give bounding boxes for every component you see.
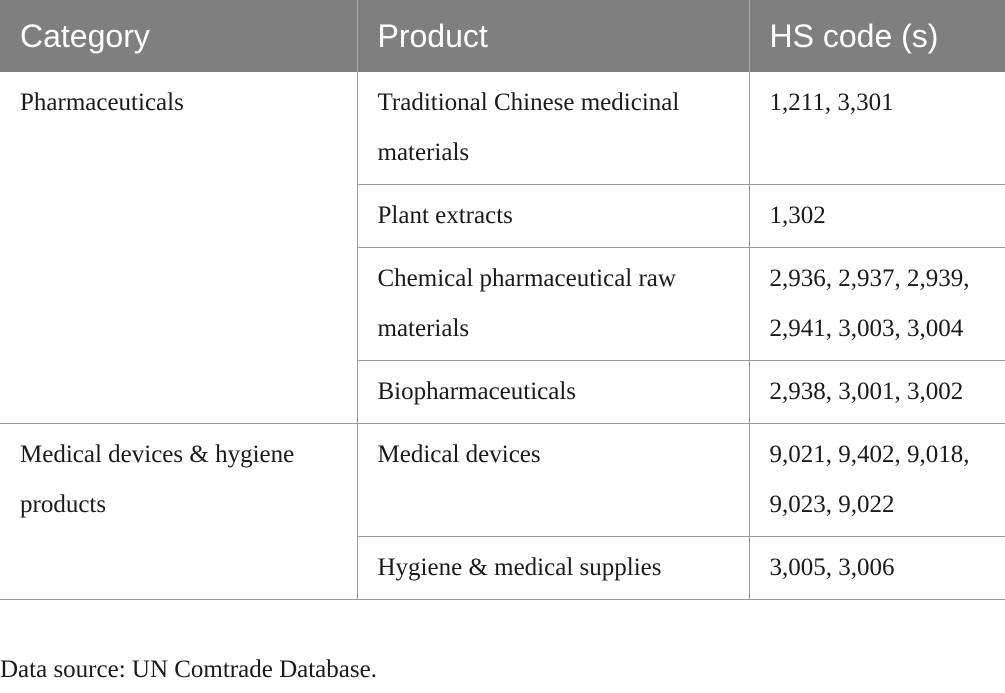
table-body xyxy=(0,72,1005,600)
hs-code-cell: 2,938, 3,001, 3,002 xyxy=(749,361,1005,424)
hs-code-cell: 3,005, 3,006 xyxy=(749,537,1005,600)
table-row xyxy=(0,72,1005,185)
header-row xyxy=(0,0,1005,72)
category-cell: Pharmaceuticals xyxy=(0,72,357,424)
category-cell: Medical devices & hygiene products xyxy=(0,424,357,600)
hs-code-cell: 1,302 xyxy=(749,185,1005,248)
product-cell: Biopharmaceuticals xyxy=(357,361,749,424)
product-cell: Hygiene & medical supplies xyxy=(357,537,749,600)
header-hs-code: HS code (s) xyxy=(749,0,1005,72)
product-cell: Traditional Chinese medicinal materials xyxy=(357,72,749,185)
hs-code-cell: 2,936, 2,937, 2,939, 2,941, 3,003, 3,004 xyxy=(749,248,1005,361)
product-cell: Plant extracts xyxy=(357,185,749,248)
hs-code-cell: 9,021, 9,402, 9,018, 9,023, 9,022 xyxy=(749,424,1005,537)
product-cell: Chemical pharmaceutical raw materials xyxy=(357,248,749,361)
table-row xyxy=(0,424,1005,537)
data-source-note: Data source: UN Comtrade Database. xyxy=(0,656,377,683)
table-header xyxy=(0,0,1005,72)
header-category: Category xyxy=(0,0,357,72)
product-cell: Medical devices xyxy=(357,424,749,537)
header-product: Product xyxy=(357,0,749,72)
hs-code-cell: 1,211, 3,301 xyxy=(749,72,1005,185)
